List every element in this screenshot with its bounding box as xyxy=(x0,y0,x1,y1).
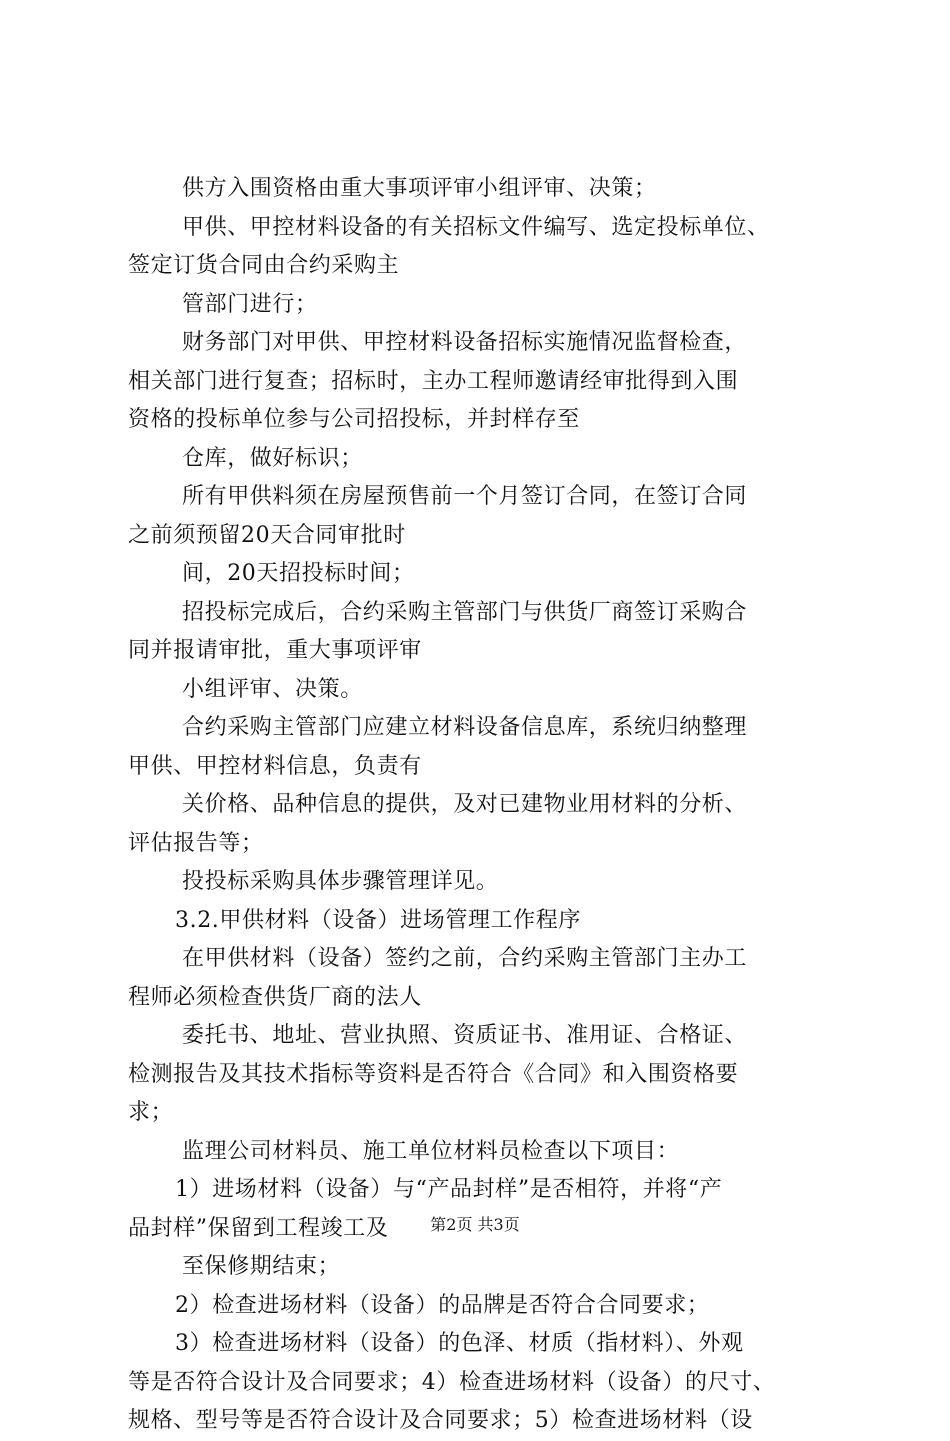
list-item: 1）进场材料（设备）与“产品封样”是否相符，并将“产 xyxy=(175,1177,723,1202)
text-line: 签定订货合同由合约采购主 xyxy=(128,253,400,278)
text-line: 投投标采购具体步骤管理详见。 xyxy=(182,869,499,894)
text-line: 管部门进行； xyxy=(182,291,318,317)
text-line: 关价格、品种信息的提供，及对已建物业用材料的分析、 xyxy=(182,792,748,817)
text-line: 甲供、甲控材料信息，负责有 xyxy=(128,753,422,779)
text-line: 程师必须检查供货厂商的法人 xyxy=(128,984,422,1010)
text-line: 等是否符合设计及合同要求；4）检查进场材料（设备）的尺寸、 xyxy=(128,1369,776,1395)
text-line: 监理公司材料员、施工单位材料员检查以下项目： xyxy=(182,1138,680,1164)
text-line: 在甲供材料（设备）签约之前，合约采购主管部门主办工 xyxy=(182,946,748,971)
text-line: 招投标完成后，合约采购主管部门与供货厂商签订采购合 xyxy=(182,599,748,625)
page-number-footer: 第2页 共3页 xyxy=(430,1215,520,1234)
text-line: 财务部门对甲供、甲控材料设备招标实施情况监督检查， xyxy=(182,330,748,355)
text-line: 所有甲供料须在房屋预售前一个月签订合同，在签订合同 xyxy=(182,484,748,509)
text-line: 求； xyxy=(128,1100,174,1125)
text-line: 合约采购主管部门应建立材料设备信息库，系统归纳整理 xyxy=(182,715,748,740)
text-line: 之前须预留20天合同审批时 xyxy=(128,522,406,548)
text-line: 仓库，做好标识； xyxy=(182,445,363,471)
text-line: 小组评审、决策。 xyxy=(182,676,363,702)
section-heading: 3.2.甲供材料（设备）进场管理工作程序 xyxy=(175,907,581,933)
document-body xyxy=(128,170,848,1441)
text-line: 同并报请审批，重大事项评审 xyxy=(128,638,422,663)
text-line: 至保修期结束； xyxy=(182,1254,341,1279)
text-line: 甲供、甲控材料设备的有关招标文件编写、选定投标单位、 xyxy=(182,214,770,240)
text-line: 规格、型号等是否符合设计及合同要求；5）检查进场材料（设 xyxy=(128,1408,753,1433)
text-line: 品封样”保留到工程竣工及 xyxy=(128,1215,389,1241)
text-line: 供方入围资格由重大事项评审小组评审、决策； xyxy=(182,176,657,201)
text-line: 委托书、地址、营业执照、资质证书、准用证、合格证、 xyxy=(182,1023,748,1048)
text-line: 相关部门进行复查；招标时，主办工程师邀请经审批得到入围 xyxy=(128,368,739,394)
text-line: 检测报告及其技术指标等资料是否符合《合同》和入围资格要 xyxy=(128,1061,739,1087)
text-line: 间，20天招投标时间； xyxy=(182,561,415,586)
list-item: 2）检查进场材料（设备）的品牌是否符合合同要求； xyxy=(175,1292,710,1318)
text-line: 评估报告等； xyxy=(128,830,264,856)
text-line: 资格的投标单位参与公司招投标，并封样存至 xyxy=(128,407,581,432)
list-item: 3）检查进场材料（设备）的色泽、材质（指材料）、外观 xyxy=(175,1331,744,1356)
